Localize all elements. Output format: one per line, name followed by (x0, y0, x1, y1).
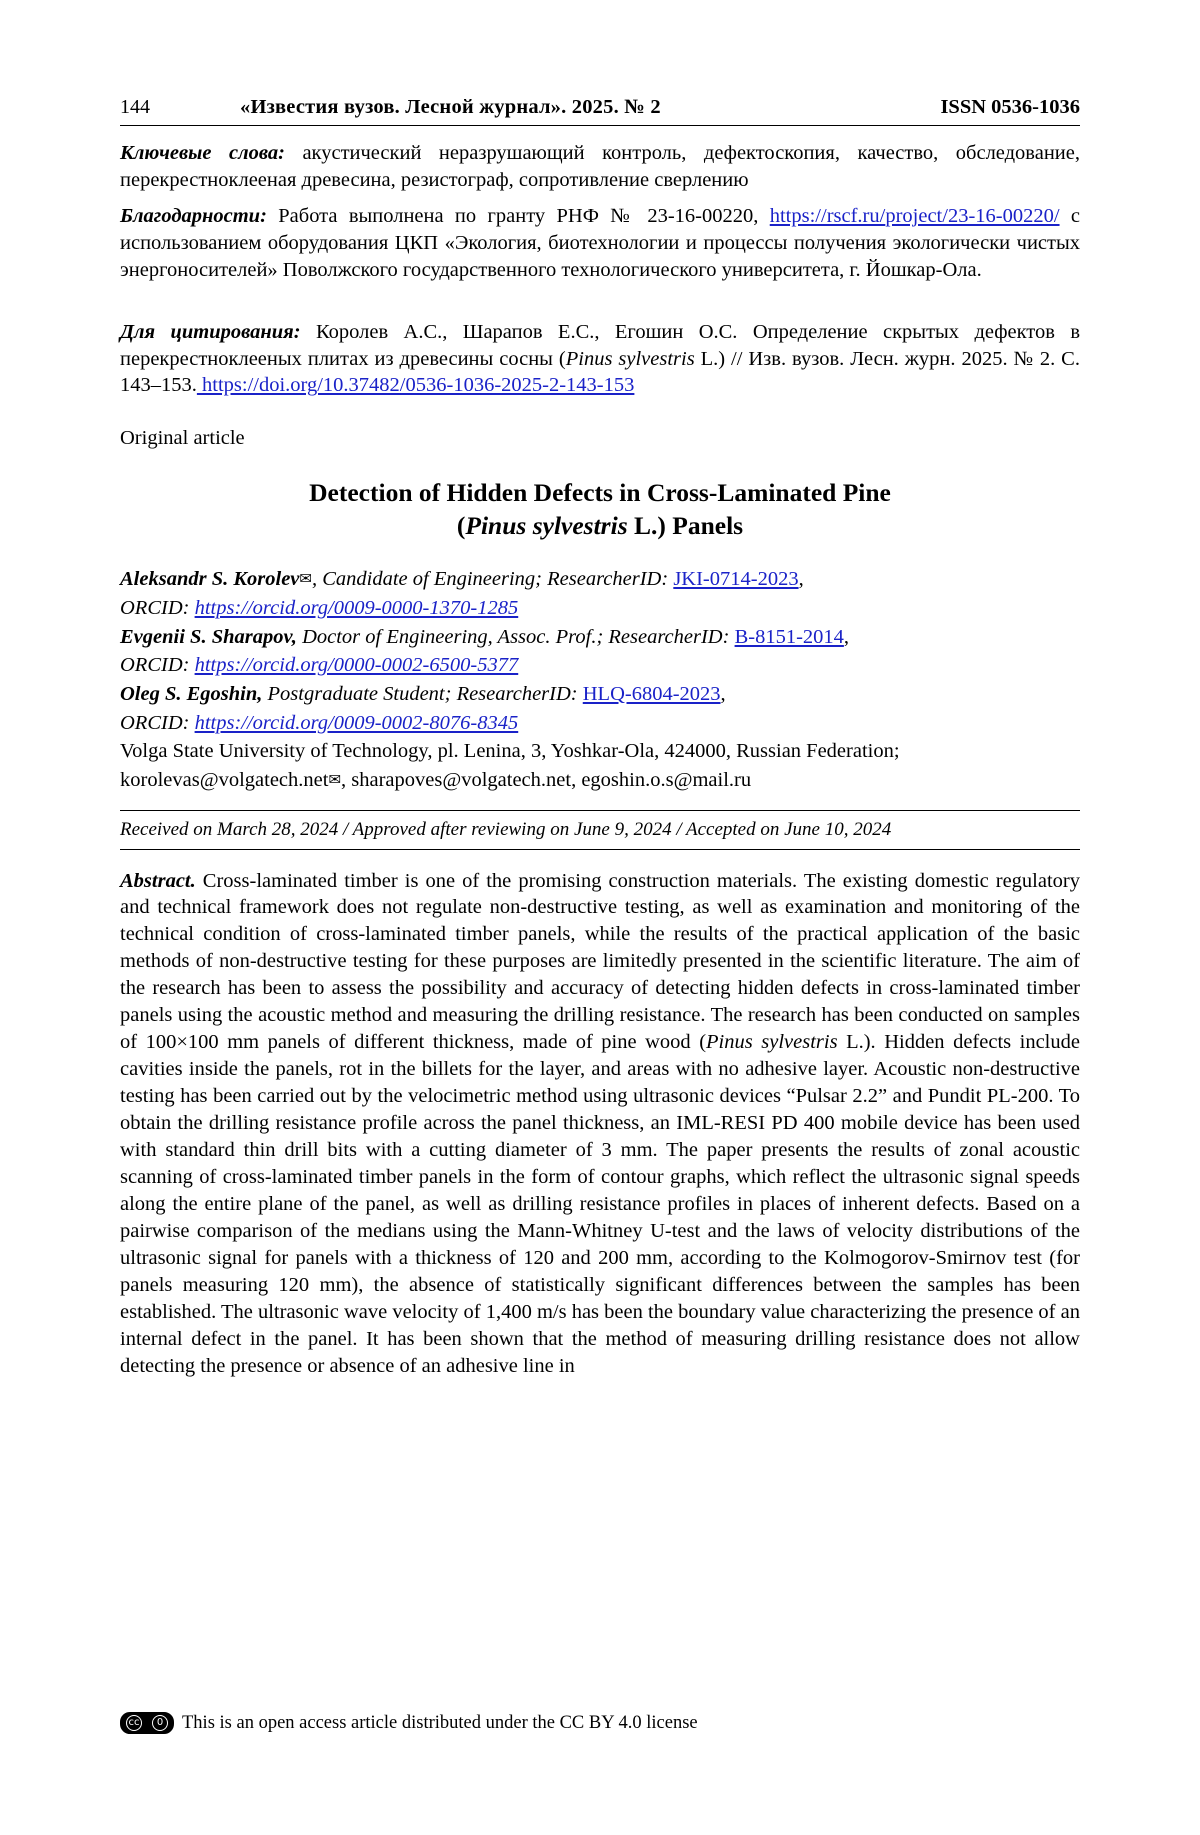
abstract-text (120, 868, 1080, 1380)
author-name-3: Oleg S. Egoshin, (120, 682, 263, 705)
page-content (120, 96, 1080, 1756)
article-dates: Received on March 28, 2024 / Approved after reviewing on June 9, 2024 / Accepted on June 10, 2024 (120, 818, 892, 840)
orcid-label-2: ORCID: (120, 654, 195, 677)
abstract-text-2: L.). Hidden defects include cavities inside the panels, rot in the billets for the layer, and areas with no adhesive layer. Acoustic non-destructive testing has been carried out by the velocimetric method using ultrasonic devices “Pulsar 2.2” and Pundit PL-200. To obtain the drilling resistance profile across the panel thickness, an IML-RESI PD 400 mobile device has been used with standard thin drill bits with a cutting diameter of 3 mm. The paper presents the results of zonal acoustic scanning of cross-laminated timber panels in the form of contour graphs, which reflect the ultrasonic signal speeds along the entire plane of the panel, as well as drilling resistance profiles in places of inherent defects. Based on a pairwise comparison of the medians using the Mann-Whitney U-test and the laws of velocity distributions of the ultrasonic signal for panels with a thickness of 120 and 200 mm, according to the Kolmogorov-Smirnov test (for panels measuring 120 mm), the absence of statistically significant differences between the samples has been established. The ultrasonic wave velocity of 1,400 m/s has been the boundary value characterizing the presence of an internal defect in the panel. It has been shown that the method of measuring drilling resistance does not allow detecting the presence or absence of an adhesive line in (120, 1031, 1080, 1377)
researcher-id-link-1[interactable]: JKI-0714-2023 (673, 568, 799, 591)
citation-label: Для цитирования: (120, 321, 301, 344)
abstract-text-1: Cross-laminated timber is one of the promising construction materials. The existing domestic regulatory and technical framework does not regulate non-destructive testing, as well as examination and monitoring of the technical condition of cross-laminated timber panels, while the results of the practical application of the basic methods of non-destructive testing for these purposes are limitedly presented in the scientific literature. The aim of the research has been to assess the possibility and accuracy of detecting hidden defects in cross-laminated timber panels using the acoustic method and measuring the drilling resistance. The research has been conducted on samples of 100×100 mm panels of different thickness, made of pine wood ( (120, 869, 1080, 1054)
keywords-label: Ключевые слова: (120, 142, 285, 164)
keywords-block (120, 140, 1080, 193)
orcid-label-3: ORCID: (120, 711, 195, 734)
acknowledgements-block (120, 203, 1080, 283)
citation-block (120, 319, 1080, 399)
keywords-text: акустический неразрушающий контроль, дефектоскопия, качество, обследование, перекрестноклееная древесина, резистограф, сопротивление сверлению (120, 142, 1080, 191)
author-role-3: Postgraduate Student; ResearcherID: (262, 682, 583, 705)
author-name-2: Evgenii S. Sharapov, (120, 625, 297, 648)
dates-rule-top (120, 810, 1080, 811)
author-trail-2: , (843, 625, 850, 648)
author-trail-1: , (798, 568, 804, 591)
acknowledgements-label: Благодарности: (120, 205, 267, 228)
author-role-2: Doctor of Engineering, Assoc. Prof.; ResearcherID: (296, 625, 735, 648)
rscf-grant-link-part1[interactable]: https://rscf.ru/ (769, 205, 886, 228)
author-name-1: Aleksandr S. Korolev (120, 568, 300, 591)
researcher-id-link-2[interactable]: B-8151-2014 (734, 625, 844, 648)
dates-rule-bottom (120, 849, 1080, 850)
journal-title: «Известия вузов. Лесной журнал». 2025. № 2 (240, 96, 661, 118)
orcid-link-2[interactable]: https://orcid.org/0000-0002-6500-5377 (194, 654, 519, 677)
citation-species: Pinus sylvestris (565, 347, 695, 370)
acknowledgements-text-1: Работа выполнена по гранту РНФ № 23-16-00220, (266, 205, 770, 228)
abstract-label: Abstract. (120, 869, 196, 892)
page-title (120, 476, 1080, 542)
orcid-link-3[interactable]: https://orcid.org/0009-0002-8076-8345 (194, 711, 519, 734)
title-line-1: Detection of Hidden Defects in Cross-Laminated Pine (309, 478, 891, 508)
author-orcid-3 (120, 710, 1080, 737)
author-role-1: , Candidate of Engineering; ResearcherID: (311, 568, 674, 591)
affiliation-line: Volga State University of Technology, pl. Lenina, 3, Yoshkar-Ola, 424000, Russian Federation; (120, 740, 900, 763)
title-species: Pinus sylvestris (465, 511, 628, 541)
author-entry-2 (120, 624, 1080, 651)
doi-link[interactable]: https://doi.org/10.37482/0536-1036-2025-2-143-153 (196, 374, 635, 397)
cc-by-icon: cc 0 (120, 1712, 174, 1734)
rscf-grant-link-part2[interactable]: project/23-16-00220/ (885, 205, 1060, 228)
running-head (120, 96, 1080, 119)
orcid-label-1: ORCID: (120, 597, 195, 620)
abstract-block (120, 868, 1080, 1380)
author-entry-3 (120, 681, 1080, 708)
corresponding-author-envelope-icon: ✉ (299, 571, 312, 588)
header-rule (120, 125, 1080, 126)
title-line-2: (Pinus sylvestris L.) Panels (456, 511, 744, 541)
issn: ISSN 0536-1036 (940, 96, 1080, 118)
license-text: This is an open access article distributed under the CC BY 4.0 license (182, 1712, 698, 1733)
email-envelope-icon: ✉ (328, 772, 342, 789)
orcid-link-1[interactable]: https://orcid.org/0009-0000-1370-1285 (194, 597, 519, 620)
author-orcid-1 (120, 595, 1080, 622)
citation-text-1: Королев А.С., Шарапов Е.С., Егошин О.С. Определение скрытых дефектов в перекрестноклееных плитах из древесины сосны ( (120, 321, 1080, 370)
email-rest: , sharapoves@volgatech.net, egoshin.o.s@mail.ru (341, 768, 752, 791)
article-type-label: Original article (120, 427, 245, 450)
author-trail-3: , (720, 682, 726, 705)
citation-text-2: L.) // Изв. вузов. Лесн. журн. 2025. № 2. С. 143–153. (120, 347, 1080, 397)
acknowledgements-text-2: с использованием оборудования ЦКП «Экология, биотехнологии и процессы получения экологически чистых энергоносителей» Поволжского государственного технологического университета, г. Йошкар-Ола. (120, 205, 1080, 281)
author-list (120, 566, 1080, 793)
abstract-species: Pinus sylvestris (706, 1031, 838, 1054)
contact-emails (120, 767, 1080, 794)
license-footer (120, 1712, 1080, 1734)
page-number: 144 (120, 96, 150, 118)
email-primary: korolevas@volgatech.net (120, 768, 329, 791)
researcher-id-link-3[interactable]: HLQ-6804-2023 (582, 682, 721, 705)
author-orcid-2 (120, 652, 1080, 679)
author-entry-1 (120, 566, 1080, 593)
